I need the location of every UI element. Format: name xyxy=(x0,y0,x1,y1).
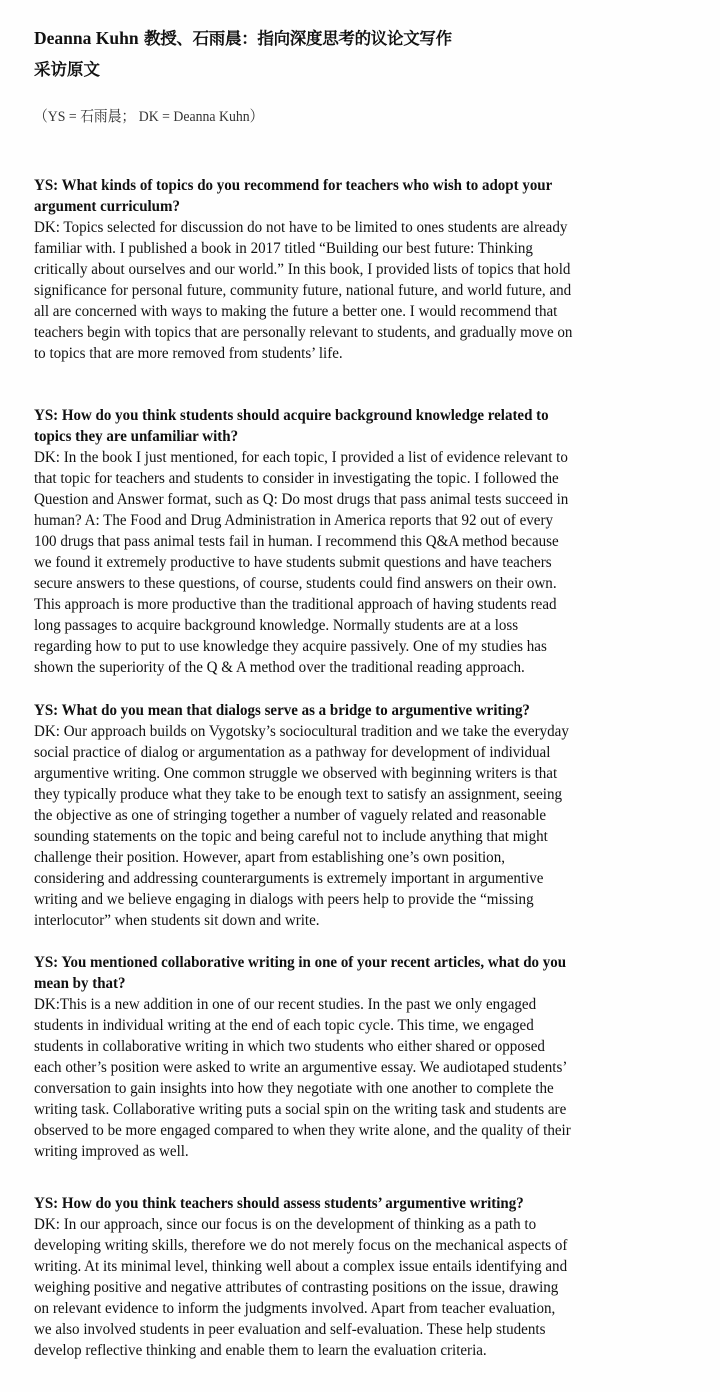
answer-line: interlocutor” when students sit down and write. xyxy=(34,911,320,929)
question xyxy=(34,405,714,447)
answer-line: that topic for teachers and students to consider in investigating the topic. I followed the xyxy=(34,469,559,487)
answer-line: Question and Answer format, such as Q: Do most drugs that pass animal tests succeed in xyxy=(34,490,569,508)
qa-section xyxy=(34,700,714,931)
question-line: YS: How do you think teachers should assess students’ argumentive writing? xyxy=(34,1194,524,1212)
answer-line: regarding how to put to use knowledge they acquire passively. One of my studies has xyxy=(34,637,547,655)
answer-line: students in individual writing at the end of each topic cycle. This time, we engaged xyxy=(34,1016,534,1034)
answer-line: writing and we believe engaging in dialogs with peers help to provide the “missing xyxy=(34,890,534,908)
answer-line: on relevant evidence to inform the judgments involved. Apart from teacher evaluation, xyxy=(34,1299,556,1317)
answer-line: familiar with. I published a book in 2017 titled “Building our best future: Thinking xyxy=(34,239,533,257)
qa-section xyxy=(34,952,714,1162)
question-line: YS: What do you mean that dialogs serve as a bridge to argumentive writing? xyxy=(34,701,530,719)
answer-line: teachers begin with topics that are personally relevant to students, and gradually move on xyxy=(34,323,573,341)
answer-line: 100 drugs that pass animal tests fail in human. I recommend this Q&A method because xyxy=(34,532,559,550)
question-line: mean by that? xyxy=(34,974,126,992)
qa-section xyxy=(34,1193,714,1361)
answer-line: we found it extremely productive to have students submit questions and have teachers xyxy=(34,553,552,571)
question xyxy=(34,700,714,721)
question-line: YS: You mentioned collaborative writing in one of your recent articles, what do you xyxy=(34,953,567,971)
answer-line: DK: In our approach, since our focus is on the development of thinking as a path to xyxy=(34,1215,537,1233)
question xyxy=(34,175,714,217)
answer-line: critically about ourselves and our world.” In this book, I provided lists of topics that hold xyxy=(34,260,571,278)
answer-line: developing writing skills, therefore we do not merely focus on the mechanical aspects of xyxy=(34,1236,568,1254)
page-title xyxy=(34,27,452,50)
page-subtitle: 采访原文 xyxy=(34,60,100,79)
page-title-chinese: 教授、石雨晨：指向深度思考的议论文写作 xyxy=(138,29,452,48)
answer xyxy=(34,447,714,678)
answer-line: social practice of dialog or argumentation as a pathway for development of individual xyxy=(34,743,551,761)
answer-line: all are concerned with ways to making the future a better one. I would recommend that xyxy=(34,302,558,320)
answer-line: each other’s position were asked to write an argumentive essay. We audiotaped students’ xyxy=(34,1058,568,1076)
answer-line: the objective as one of stringing together a number of vaguely related and reasonable xyxy=(34,806,547,824)
answer-line: sounding statements on the topic and being careful not to include anything that might xyxy=(34,827,548,845)
answer-line: argumentive writing. One common struggle we observed with beginning writers is that xyxy=(34,764,558,782)
question-line: YS: What kinds of topics do you recommend for teachers who wish to adopt your xyxy=(34,176,553,194)
answer xyxy=(34,1214,714,1361)
answer-line: writing improved as well. xyxy=(34,1142,189,1160)
answer-line: students in collaborative writing in which two students who either shared or opposed xyxy=(34,1037,545,1055)
answer-line: writing. At its minimal level, thinking well about a complex issue entails identifying and xyxy=(34,1257,568,1275)
answer-line: writing task. Collaborative writing puts a social spin on the writing task and students are xyxy=(34,1100,567,1118)
qa-section xyxy=(34,405,714,678)
answer-line: DK: Our approach builds on Vygotsky’s sociocultural tradition and we take the everyday xyxy=(34,722,569,740)
answer-line: secure answers to these questions, of course, students could find answers on their own. xyxy=(34,574,557,592)
answer xyxy=(34,994,714,1162)
answer xyxy=(34,721,714,931)
question-line: YS: How do you think students should acquire background knowledge related to xyxy=(34,406,549,424)
answer-line: DK: Topics selected for discussion do not have to be limited to ones students are already xyxy=(34,218,568,236)
answer-line: DK:This is a new addition in one of our recent studies. In the past we only engaged xyxy=(34,995,537,1013)
answer-line: challenge their position. However, apart from establishing one’s own position, xyxy=(34,848,506,866)
answer-line: observed to be more engaged compared to when they write alone, and the quality of their xyxy=(34,1121,571,1139)
question xyxy=(34,1193,714,1214)
answer-line: long passages to acquire background knowledge. Normally students are at a loss xyxy=(34,616,519,634)
answer-line: shown the superiority of the Q & A method over the traditional reading approach. xyxy=(34,658,525,676)
speaker-legend: （YS = 石雨晨； DK = Deanna Kuhn） xyxy=(34,109,264,125)
page-title-english: Deanna Kuhn xyxy=(34,28,139,48)
question xyxy=(34,952,714,994)
answer xyxy=(34,217,714,364)
answer-line: we also involved students in peer evaluation and self-evaluation. These help students xyxy=(34,1320,546,1338)
answer-line: DK: In the book I just mentioned, for each topic, I provided a list of evidence relevant to xyxy=(34,448,568,466)
question-line: argument curriculum? xyxy=(34,197,180,215)
answer-line: conversation to gain insights into how they negotiate with one another to complete the xyxy=(34,1079,554,1097)
answer-line: they typically produce what they take to be enough text to satisfy an assignment, seeing xyxy=(34,785,563,803)
answer-line: significance for personal future, community future, national future, and world future, and xyxy=(34,281,572,299)
answer-line: to topics that are more removed from students’ life. xyxy=(34,344,343,362)
answer-line: considering and addressing counterarguments is extremely important in argumentive xyxy=(34,869,544,887)
answer-line: human? A: The Food and Drug Administration in America reports that 92 out of every xyxy=(34,511,554,529)
qa-section xyxy=(34,175,714,364)
answer-line: This approach is more productive than the traditional approach of having students read xyxy=(34,595,557,613)
question-line: topics they are unfamiliar with? xyxy=(34,427,239,445)
answer-line: develop reflective thinking and enable them to learn the evaluation criteria. xyxy=(34,1341,487,1359)
answer-line: weighing positive and negative attributes of contrasting positions on the issue, drawing xyxy=(34,1278,559,1296)
